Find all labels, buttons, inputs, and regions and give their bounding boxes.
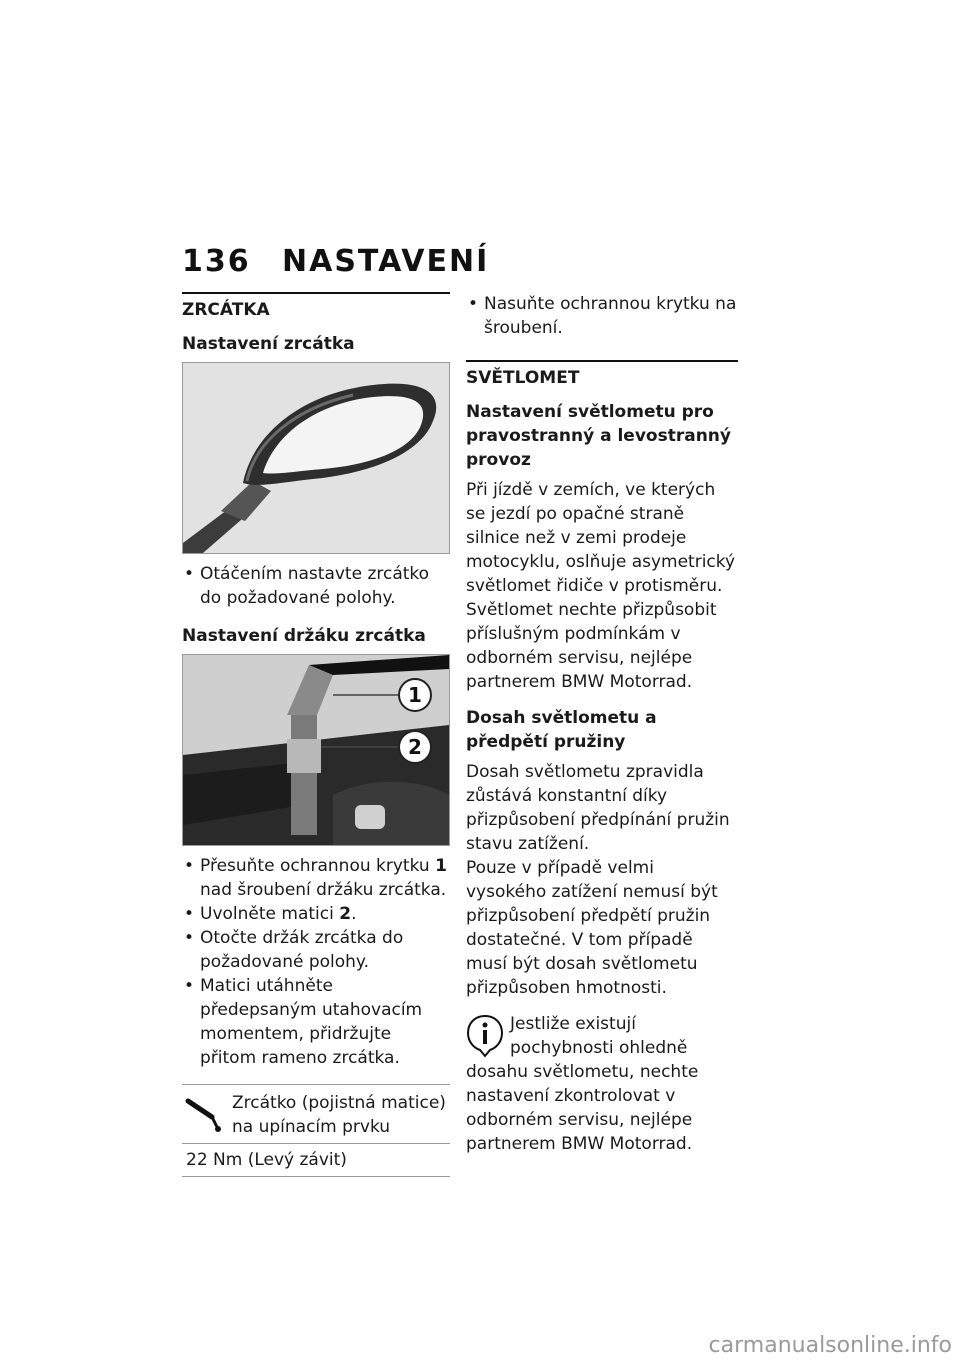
subheading-headlight-range: Dosah světlometu a předpětí pružiny — [466, 708, 657, 752]
list-item: • Uvolněte matici 2. — [182, 902, 450, 926]
mirror-adjust-steps — [182, 562, 450, 610]
subheading-headlight-traffic: Nastavení světlometu pro pravostranný a levostranný provoz — [466, 402, 731, 470]
page-header — [182, 244, 489, 279]
list-item: • Otáčením nastavte zrcátko do požadované polohy. — [182, 562, 450, 610]
subheading-mirror-adjust: Nastavení zrcátka — [182, 334, 355, 354]
paragraph: Světlomet nechte přizpůsobit příslušným podmínkám v odborném servisu, nejlépe partnerem BMW Motorrad. — [466, 600, 717, 692]
mirror-holder-figure — [182, 654, 450, 846]
mirror-illustration — [183, 363, 449, 553]
paragraph: Při jízdě v zemích, ve kterých se jezdí po opačné straně silnice než v zemi prodeje motocyklu, oslňuje asymetrický světlomet řidiče v protisměru. — [466, 480, 736, 596]
page-number: 136 — [182, 244, 251, 279]
torque-spec-title: Zrcátko (pojistná matice) na upínacím prvku — [232, 1093, 446, 1137]
subheading-mirror-holder: Nastavení držáku zrcátka — [182, 626, 426, 646]
list-item: • Nasuňte ochrannou krytku na šroubení. — [466, 292, 738, 340]
torque-spec-header — [182, 1085, 450, 1144]
section-title-mirrors: ZRCÁTKA — [182, 300, 270, 320]
list-item: • Přesuňte ochrannou krytku 1 nad šroubení držáku zrcátka. — [182, 854, 450, 902]
torque-spec-value: 22 Nm (Levý závit) — [186, 1150, 347, 1170]
info-note — [466, 1012, 738, 1156]
info-text: Jestliže existují pochybnosti ohledně dosahu světlometu, nechte nastavení zkontrolovat v odborném servisu, nejlépe partnerem BMW Motorrad. — [466, 1014, 699, 1154]
paragraph: Pouze v případě velmi vysokého zatížení nemusí být přizpůsobení předpětí pružin dostatečné. V tom případě musí být dosah světlometu přizpůsoben hmotnosti. — [466, 858, 718, 998]
mirror-holder-steps-continued — [466, 292, 738, 340]
paragraph: Dosah světlometu zpravidla zůstává konstantní díky přizpůsobení předpínání pružin stavu zatížení. — [466, 762, 730, 854]
list-item: • Matici utáhněte předepsaným utahovacím momentem, přidržujte přitom rameno zrcátka. — [182, 974, 450, 1070]
section-divider — [182, 292, 450, 294]
mirror-holder-steps — [182, 854, 450, 1070]
chapter-title: NASTAVENÍ — [282, 244, 490, 279]
list-item: • Otočte držák zrcátka do požadované polohy. — [182, 926, 450, 974]
section-title-headlight: SVĚTLOMET — [466, 368, 580, 388]
callout-1-label: 1 — [408, 683, 422, 707]
torque-spec-table — [182, 1084, 450, 1177]
mirror-figure — [182, 362, 450, 554]
right-column — [466, 292, 738, 1156]
watermark: carmanualsonline.info — [708, 1333, 952, 1358]
info-icon — [466, 1014, 504, 1058]
callout-2-label: 2 — [408, 735, 422, 759]
section-divider — [466, 360, 738, 362]
torque-wrench-icon — [182, 1091, 232, 1139]
left-column — [182, 292, 450, 1177]
mirror-holder-illustration — [183, 655, 449, 845]
